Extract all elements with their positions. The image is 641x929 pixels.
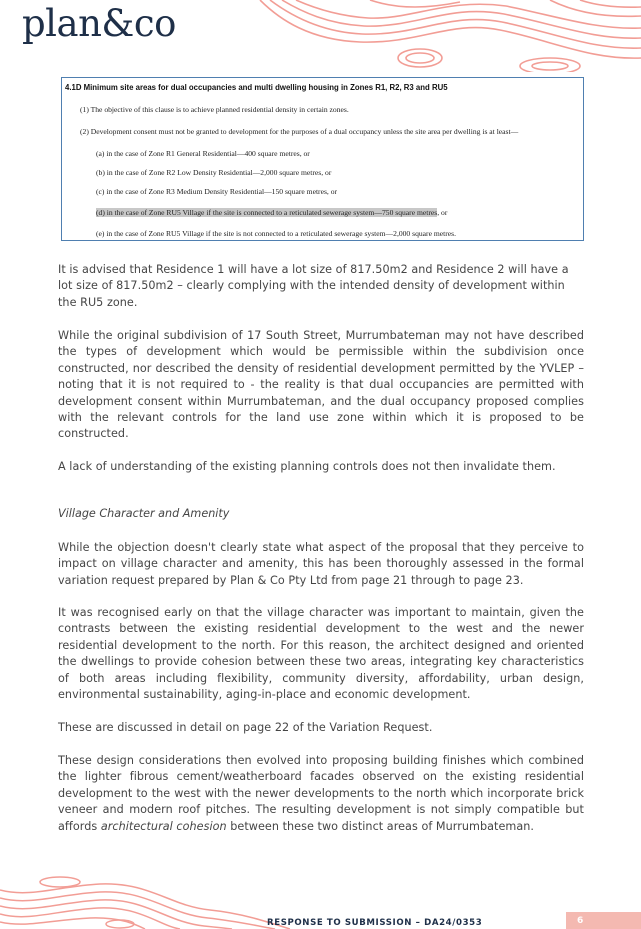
topographic-pattern-top [250,0,641,72]
paragraph-objection: While the objection doesn't clearly state what aspect of the proposal that they perceive to impact on village character and amenity, this has been thoroughly assessed in the formal variation request prepared by Plan & Co Pty Ltd from page 21 through to page 23. [58,541,584,587]
page-number: 6 [577,916,584,926]
clause-item-tail: , or [437,208,448,217]
section-subheading: Village Character and Amenity [58,507,230,520]
topographic-pattern-bottom [0,876,290,929]
clause-item: (e) in the case of Zone RU5 Village if the site is not connected to a reticulated sewerage system—2,000 square metres. [96,229,456,238]
clause-item: (b) in the case of Zone R2 Low Density Residential—2,000 square metres, or [96,168,332,177]
paragraph-village-character: It was recognised early on that the village character was important to maintain, given the contrasts between the existing residential development to the west and the newer residential development to the north. For this reason, the architect designed and oriented the dwellings to provide cohesion between these two areas, integrating key characteristics of both areas including flexibility, community diversity, affordability, urban design, environmental sustainability, aging-in-place and economic development. [58,606,584,702]
paragraph-subdivision: While the original subdivision of 17 South Street, Murrumbateman may not have described the types of development which would be permissible within the subdivision once constructed, nor described the density of residential development permitted by the YVLEP – noting that it is not required to - the reality is that dual occupancies are permitted with development consent within Murrumbateman, and the dual occupancy proposed complies with the relevant controls for the land use zone within which it is proposed to be constructed. [58,329,584,441]
paragraph-variation-reference: These are discussed in detail on page 22 of the Variation Request. [58,721,433,734]
paragraph-text: between these two distinct areas of Murrumbateman. [226,819,534,833]
paragraph-planning-controls: A lack of understanding of the existing planning controls does not then invalidate them. [58,460,556,473]
clause-item-highlighted [96,208,447,217]
clause-item: (1) The objective of this clause is to achieve planned residential density in certain zones. [80,105,349,114]
clause-item: (a) in the case of Zone R1 General Residential—400 square metres, or [96,149,310,158]
clause-heading: 4.1D Minimum site areas for dual occupancies and multi dwelling housing in Zones R1, R2, R3 and RU5 [65,83,448,92]
emphasis-text: architectural cohesion [100,819,227,833]
brand-logo: plan&co [22,2,176,45]
highlight: (d) in the case of Zone RU5 Village if the site is connected to a reticulated sewerage system—750 square metres [96,208,438,217]
footer-document-title: RESPONSE TO SUBMISSION – DA24/0353 [267,918,483,928]
paragraph-design-considerations [58,753,584,835]
clause-item: (2) Development consent must not be granted to development for the purposes of a dual occupancy unless the site area per dwelling is at least— [80,127,519,136]
clause-excerpt-image [61,77,584,241]
clause-item: (c) in the case of Zone R3 Medium Density Residential—150 square metres, or [96,187,338,196]
paragraph-lot-size: It is advised that Residence 1 will have a lot size of 817.50m2 and Residence 2 will have a lot size of 817.50m2 – clearly complying with the intended density of development within the RU5 zone. [58,263,569,309]
paragraph-text: These design considerations then evolved into proposing building finishes which combined the lighter fibrous cement/weatherboard facades observed on the existing residential development to the west with the newer developments to the north which incorporate brick veneer and modern roof pitches. The resulting development is not simply compatible but affords [58,754,584,833]
